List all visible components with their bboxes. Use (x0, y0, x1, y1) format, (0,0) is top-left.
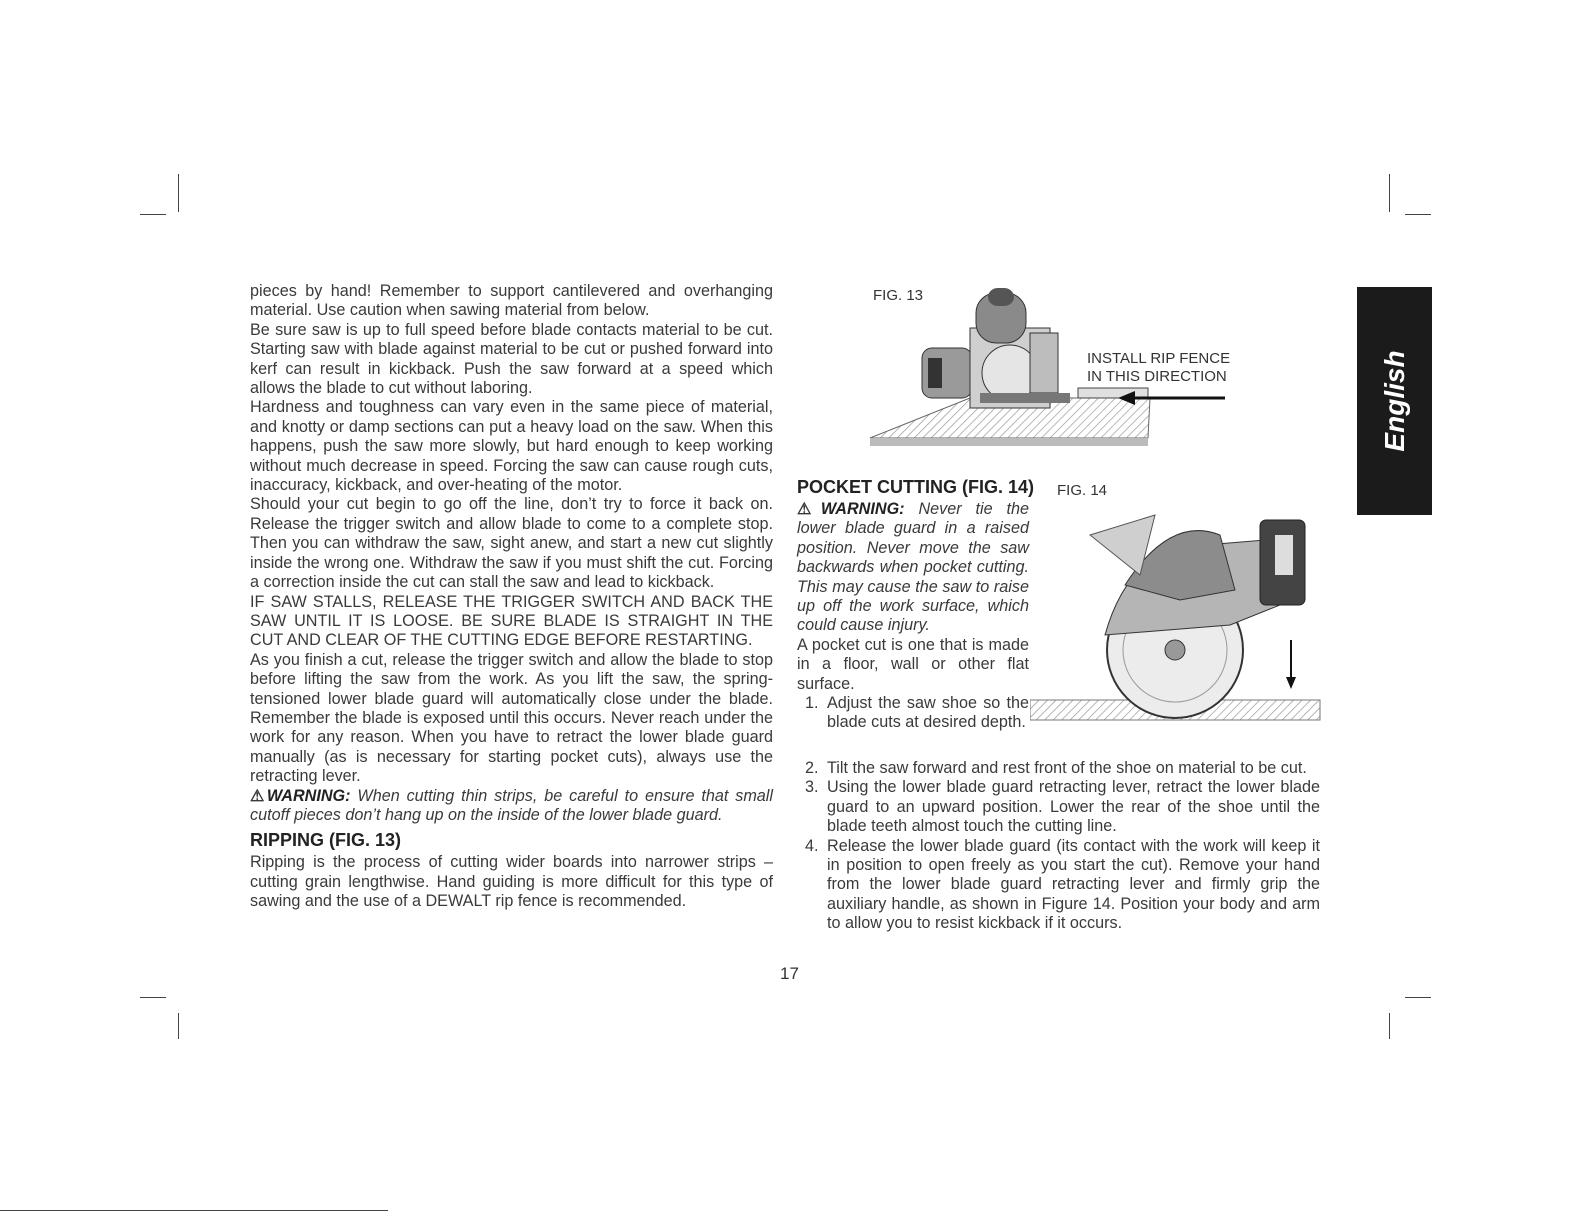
paragraph: Should your cut begin to go off the line, don’t try to force it back on. Release the trigger switch and allow blade to come to a complete stop. Then you can withdraw the saw, sight anew, and start a new cut slightly inside the wrong one. Withdraw the saw if you must shift the cut. Forcing a correction inside the cut can stall the saw and lead to kickback. (250, 495, 773, 592)
step-number: 4. (805, 836, 819, 855)
fig13-label: FIG. 13 (873, 287, 924, 304)
section-heading-pocket: POCKET CUTTING (FIG. 14) (797, 477, 1035, 497)
fig14-illustration (1030, 505, 1322, 730)
step-number: 1. (805, 694, 819, 713)
warning-text: When cutting thin strips, be careful to ensure that small cutoff pieces don’t hang up on the inside of the lower blade guard. (250, 786, 773, 824)
crop-mark (1405, 214, 1431, 215)
section-heading-ripping: RIPPING (FIG. 13) (250, 830, 402, 851)
crop-mark (178, 174, 179, 212)
step-number: 2. (805, 759, 819, 777)
fig13-callout-line1: INSTALL RIP FENCE (1087, 350, 1231, 367)
warning-text: Never tie the lower blade guard in a raised position. Never move the saw backwards when pocket cutting. This may cause the saw to raise up off the work surface, which could cause injury. (797, 500, 1030, 635)
step-text: Adjust the saw shoe so the blade cuts at desired depth. (827, 694, 1029, 732)
pocket-narrow-column (797, 500, 1029, 733)
language-tab-label: English (1378, 350, 1410, 452)
warning-icon: ⚠ (797, 500, 821, 518)
paragraph: A pocket cut is one that is made in a floor, wall or other flat surface. (797, 635, 1029, 693)
warning-icon: ⚠ (250, 786, 267, 805)
warning-note (797, 500, 1029, 636)
crop-mark (140, 214, 166, 215)
arrow-down-icon (1286, 640, 1296, 689)
step-text: Using the lower blade guard retracting lever, retract the lower blade guard to an upward position. Lower the rear of the shoe until the blade teeth almost touch the cutting line. (827, 778, 1320, 836)
paragraph: Be sure saw is up to full speed before blade contacts material to be cut. Starting saw with blade against material to be cut or pushed forward into kerf can result in kickback. Push the saw forward at a speed which allows the blade to cut without laboring. (250, 320, 773, 398)
list-item (797, 778, 1320, 836)
warning-tag: WARNING: (266, 786, 351, 805)
paragraph: Ripping is the process of cutting wider boards into narrower strips – cutting grain lengthwise. Hand guiding is more difficult for this type of sawing and the use of a DEWALT rip fence is recommended. (250, 853, 773, 911)
step-text: Tilt the saw forward and rest front of the shoe on material to be cut. (827, 759, 1307, 777)
page-number: 17 (780, 964, 799, 983)
pocket-steps (797, 759, 1320, 934)
left-column (250, 282, 773, 912)
paragraph-caps: IF SAW STALLS, RELEASE THE TRIGGER SWITCH AND BACK THE SAW UNTIL IT IS LOOSE. BE SURE BLADE IS STRAIGHT IN THE CUT AND CLEAR OF THE CUTTING EDGE BEFORE RESTARTING. (250, 592, 773, 650)
fig13-callout-line2: IN THIS DIRECTION (1087, 368, 1227, 385)
step-text: Release the lower blade guard (its contact with the work will keep it in position to open freely as you start the cut). Remove your hand from the lower blade guard retracting lever and firmly grip the auxiliary handle, as shown in Figure 14. Position your body and arm to allow you to resist kickback if it occurs. (827, 836, 1320, 933)
crop-mark (1405, 997, 1431, 998)
fig13-illustration (860, 288, 1240, 453)
arrow-left-icon (1118, 391, 1225, 405)
crop-mark (178, 1013, 179, 1039)
list-item (797, 694, 1029, 733)
step-number: 3. (805, 778, 819, 797)
fig14-label: FIG. 14 (1057, 482, 1108, 499)
crop-mark (140, 997, 166, 998)
list-item (797, 837, 1320, 934)
crop-mark (1389, 174, 1390, 212)
language-tab (1357, 287, 1432, 515)
list-item (797, 759, 1320, 778)
warning-tag: WARNING: (820, 500, 905, 518)
bottom-rule (0, 1210, 388, 1211)
paragraph: pieces by hand! Remember to support cantilevered and overhanging material. Use caution when sawing material from below. (250, 282, 773, 320)
paragraph: Hardness and toughness can vary even in the same piece of material, and knotty or damp sections can put a heavy load on the saw. When this happens, push the saw more slowly, but hard enough to keep working without much decrease in speed. Forcing the saw can cause rough cuts, inaccuracy, kickback, and over-heating of the motor. (250, 398, 773, 495)
paragraph: As you finish a cut, release the trigger switch and allow the blade to stop before lifting the saw from the work. As you lift the saw, the spring-tensioned lower blade guard will automatically close under the blade. Remember the blade is exposed until this occurs. Never reach under the work for any reason. When you have to retract the lower blade guard manually (as is necessary for starting pocket cuts), always use the retracting lever. (250, 650, 773, 786)
warning-note (250, 787, 773, 826)
crop-mark (1389, 1013, 1390, 1039)
